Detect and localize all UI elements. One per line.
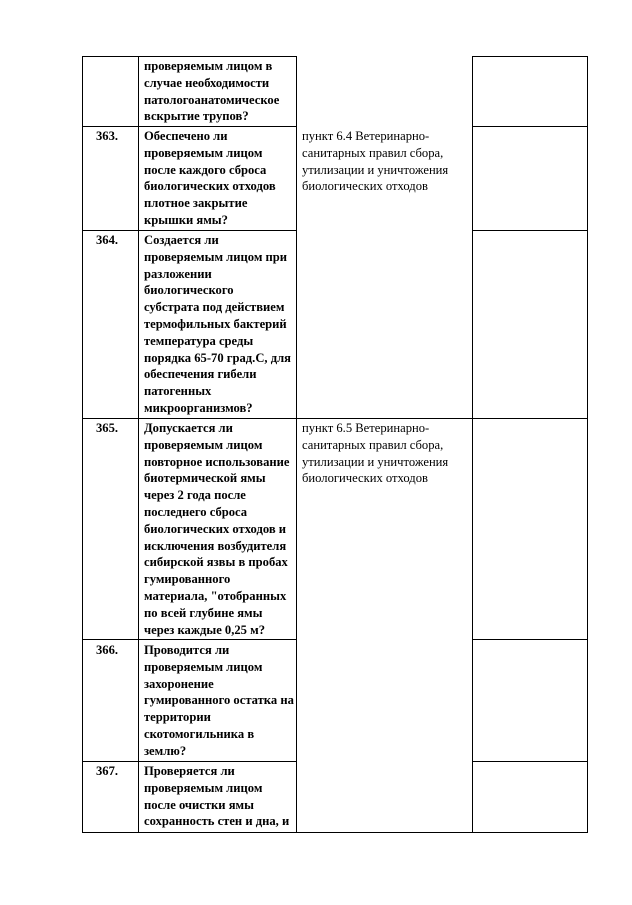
row-separator — [82, 126, 297, 127]
row-separator — [82, 639, 297, 640]
checklist-table — [82, 56, 588, 833]
row-separator — [82, 230, 297, 231]
row-separator — [472, 126, 588, 127]
question-text: Создается ли проверяемым лицом при разложении биологического субстрата под действием термофильных бактерий температура среды порядка 65-70 град.С, для обеспечения гибели патогенных микроорганизмов? — [144, 233, 291, 415]
question-text: проверяемым лицом в случае необходимости патологоанатомическое вскрытие трупов? — [144, 59, 280, 124]
column-divider-number — [138, 56, 139, 833]
row-separator — [472, 639, 588, 640]
question-text: Обеспечено ли проверяемым лицом после каждого сброса биологических отходов плотное закрытие крышки ямы? — [144, 129, 276, 227]
row-separator — [472, 230, 588, 231]
column-divider-question — [296, 56, 297, 833]
reference-text: пункт 6.5 Ветеринарно- санитарных правил сбора, утилизации и уничтожения биологических отходов — [302, 421, 449, 486]
column-divider-reference — [472, 56, 473, 833]
row-number: 363. — [96, 129, 119, 143]
row-separator — [82, 761, 297, 762]
table-border-top — [82, 56, 297, 57]
table-border-left — [82, 56, 83, 833]
row-separator — [472, 761, 588, 762]
table-border-bottom — [82, 832, 588, 833]
table-border-top-right — [472, 56, 588, 57]
reference-text: пункт 6.4 Ветеринарно- санитарных правил сбора, утилизации и уничтожения биологических отходов — [302, 129, 449, 194]
row-separator — [472, 418, 588, 419]
row-number: 366. — [96, 643, 119, 657]
question-text: Проверяется ли проверяемым лицом после очистки ямы сохранность стен и дна, и — [144, 764, 290, 829]
table-border-right — [587, 56, 588, 833]
row-number: 365. — [96, 421, 119, 435]
row-separator — [296, 418, 473, 419]
row-number: 367. — [96, 764, 119, 778]
question-text: Допускается ли проверяемым лицом повторное использование биотермической ямы через 2 года после последнего сброса биологических отходов и исключения возбудителя сибирской язвы в пробах гумированного материала, "отобранных по всей глубине ямы через каждые 0,25 м? — [144, 421, 290, 637]
row-number: 364. — [96, 233, 119, 247]
row-separator — [82, 418, 297, 419]
question-text: Проводится ли проверяемым лицом захоронение гумированного остатка на территории скотомогильника в землю? — [144, 643, 294, 758]
